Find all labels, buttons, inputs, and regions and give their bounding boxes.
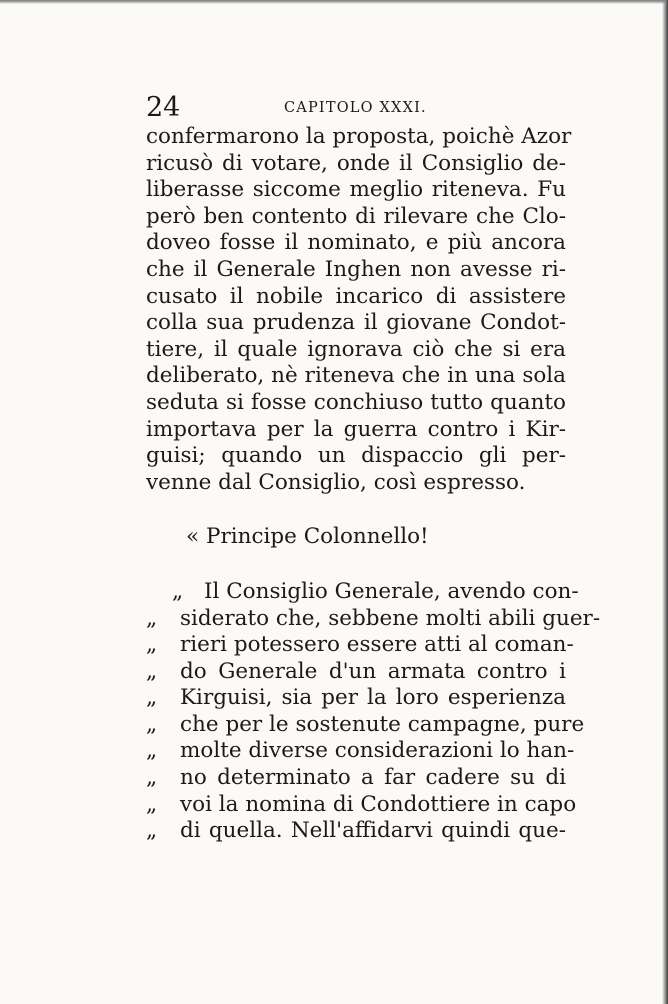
text-line: che il Generale Inghen non avesse ri- [146,256,566,282]
quote-mark: „ [146,765,158,791]
chapter-heading: CAPITOLO XXXI. [284,100,427,116]
text-line: colla sua prudenza il giovane Condot- [146,310,566,336]
text-line: guisi; quando un dispaccio gli per- [146,443,566,469]
body-paragraph [146,124,572,496]
letter-line-text: Il Consiglio Generale, avendo con- [204,578,579,604]
letter-line-text: do Generale d'un armata contro i [180,658,566,684]
text-line: confermarono la proposta, poichè Azor [146,124,572,149]
text-line: cusato il nobile incarico di assistere [146,283,566,309]
text-line: importava per la guerra contro i Kir- [146,416,566,442]
letter-salutation: « Principe Colonnello! [186,524,429,550]
quote-mark: „ [146,818,158,844]
letter-line-text: di quella. Nell'affidarvi quindi que- [180,818,566,844]
quote-mark: „ [146,685,158,711]
text-line: ricusò di votare, onde il Consiglio de- [146,150,566,176]
text-line: venne dal Consiglio, così espresso. [146,469,526,495]
letter-line-text: no determinato a far cadere su di [180,765,566,791]
book-page [146,92,601,845]
letter-body [146,578,601,845]
letter-line [146,605,601,633]
letter-line [146,711,585,739]
text-line: tiere, il quale ignorava ciò che si era [146,336,566,362]
text-line: doveo fosse il nominato, e più ancora [146,230,566,256]
letter-line [146,765,566,792]
letter-line-text: siderato che, sebbene molti abili guer- [180,605,601,631]
quote-mark: „ [146,791,158,817]
letter-line [146,632,574,659]
letter-line-text: voi la nomina di Condottiere in capo [180,791,577,817]
text-line: seduta si fosse conchiuso tutto quanto [146,389,566,415]
page-number: 24 [146,92,181,123]
quote-mark: „ [146,658,158,684]
letter-line-text: che per le sostenute campagne, pure [180,711,585,737]
letter-line-text: rieri potessero essere atti al coman- [180,632,574,658]
letter-line [146,738,575,765]
letter-line [146,659,566,686]
text-line: liberasse siccome meglio riteneva. Fu [146,177,566,203]
quote-mark: „ [172,578,184,604]
quote-mark: „ [146,632,158,658]
text-line: però ben contento di rilevare che Clo- [146,203,566,229]
quote-mark: „ [146,711,158,737]
quote-mark: „ [146,738,158,764]
letter-line [146,818,566,845]
page-top-edge [0,0,668,4]
letter-line [146,791,577,819]
running-head [146,92,566,124]
letter-line-text: Kirguisi, sia per la loro esperienza [180,685,566,711]
text-line: deliberato, nè riteneva che in una sola [146,363,566,389]
page-right-edge-shadow [662,0,668,1004]
letter-line [146,578,579,606]
letter-line [146,685,566,712]
letter-line-text: molte diverse considerazioni lo han- [180,738,575,764]
quote-mark: „ [146,605,158,631]
